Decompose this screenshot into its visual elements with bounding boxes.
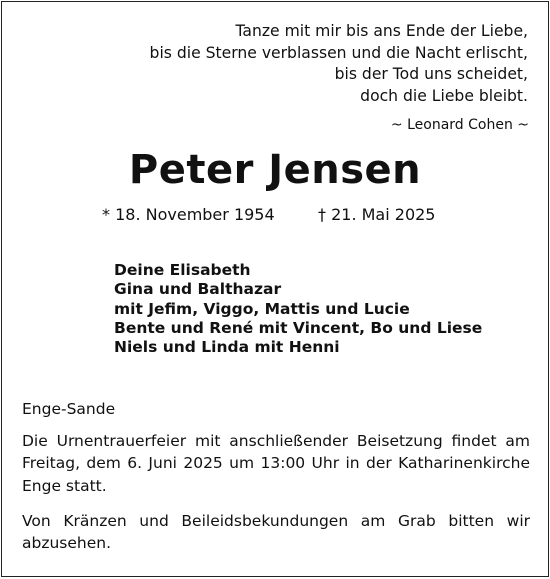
quote-line: bis der Tod uns scheidet, [334,65,528,83]
mourner-line: Bente und René mit Vincent, Bo und Liese [114,318,483,337]
quote-line: Tanze mit mir bis ans Ende der Liebe, [235,22,528,40]
funeral-info: Die Urnentrauerfeier mit anschließender Beisetzung findet am Freitag, dem 6. Juni 2025 um 13:00 Uhr in der Katharinenkirche Enge statt. [22,432,530,495]
death-date: † 21. Mai 2025 [318,205,436,224]
quote-line: doch die Liebe bleibt. [360,86,528,105]
obituary-notice [1,1,549,577]
mourner-line: Gina und Balthazar [114,280,282,299]
quote [150,21,528,107]
mourner-line: Niels und Linda mit Henni [114,338,340,357]
birth-date: * 18. November 1954 [102,205,275,224]
place: Enge-Sande [22,400,116,418]
deceased-name: Peter Jensen [128,147,422,193]
mourner-line: Deine Elisabeth [114,261,251,279]
flowers-note: Von Kränzen und Beileidsbekundungen am Grab bitten wir abzusehen. [22,512,530,553]
quote-author: ~ Leonard Cohen ~ [390,117,529,133]
mourner-line: mit Jefim, Viggo, Mattis und Lucie [114,299,410,318]
mourners-list [114,261,482,357]
quote-line: bis die Sterne verblassen und die Nacht erlischt, [149,43,528,62]
